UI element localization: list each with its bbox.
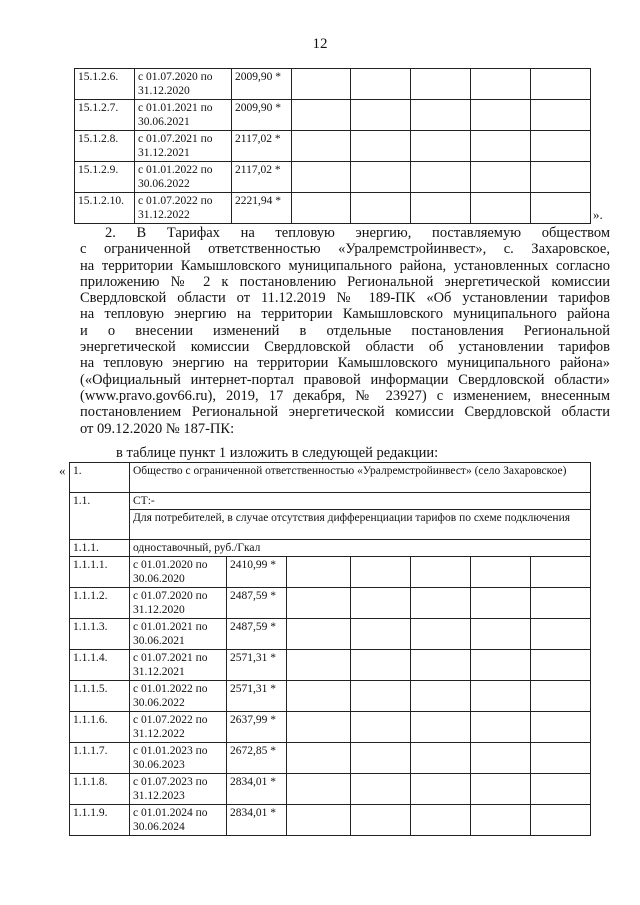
row-code: 1.1.1.6. (70, 712, 130, 743)
tariff-value: 2571,31 * (227, 650, 287, 681)
empty-cell (411, 681, 471, 712)
empty-cell (531, 100, 591, 131)
paragraph-line: на тепловую энергию на территории Камышловского муниципального района (80, 306, 610, 323)
empty-cell (471, 805, 531, 836)
tariff-value: 2571,31 * (227, 681, 287, 712)
empty-cell (411, 100, 471, 131)
empty-cell (351, 743, 411, 774)
paragraph-line: (www.pravo.gov66.ru), 2019, 17 декабря, № 23927) с изменением, внесенным (80, 387, 610, 404)
empty-cell (351, 774, 411, 805)
table-row (70, 805, 591, 836)
empty-cell (531, 557, 591, 588)
empty-cell (531, 650, 591, 681)
empty-cell (411, 193, 471, 224)
tariff-unit: одноставочный, руб./Гкал (130, 540, 591, 557)
tariff-value: 2410,99 * (227, 557, 287, 588)
amendment-instruction: в таблице пункт 1 изложить в следующей редакции: (116, 445, 439, 461)
paragraph-line: на территории Камышловского муниципального района, установленных согласно (80, 257, 610, 274)
empty-cell (411, 805, 471, 836)
period-cell: с 01.01.2022 по 30.06.2022 (135, 162, 232, 193)
tariff-value: 2117,02 * (232, 162, 292, 193)
empty-cell (287, 743, 351, 774)
period-cell: с 01.01.2020 по 30.06.2020 (130, 557, 227, 588)
row-code: 1.1.1.3. (70, 619, 130, 650)
empty-cell (292, 100, 351, 131)
tariff-value: 2637,99 * (227, 712, 287, 743)
empty-cell (287, 681, 351, 712)
empty-cell (411, 774, 471, 805)
period-cell: с 01.01.2021 по 30.06.2021 (130, 619, 227, 650)
table-row (75, 69, 591, 100)
empty-cell (292, 193, 351, 224)
empty-cell (531, 131, 591, 162)
empty-cell (351, 557, 411, 588)
empty-cell (531, 712, 591, 743)
table-row (70, 557, 591, 588)
empty-cell (471, 774, 531, 805)
tariff-value: 2834,01 * (227, 805, 287, 836)
paragraph-line: («Официальный интернет-портал правовой информации Свердловской области» (80, 371, 610, 388)
table-row (75, 131, 591, 162)
tariff-value: 2117,02 * (232, 131, 292, 162)
table-row (70, 588, 591, 619)
empty-cell (351, 162, 411, 193)
row-code: 1. (70, 463, 130, 493)
empty-cell (287, 712, 351, 743)
consumer-note: Для потребителей, в случае отсутствия дифференциации тарифов по схеме подключения (130, 510, 591, 540)
paragraph-line: постановлением Региональной энергетической комиссии Свердловской области (80, 404, 610, 421)
table-row (70, 493, 591, 510)
empty-cell (292, 69, 351, 100)
empty-cell (351, 650, 411, 681)
empty-cell (531, 619, 591, 650)
row-code: 1.1.1.4. (70, 650, 130, 681)
row-code: 15.1.2.7. (75, 100, 135, 131)
row-code: 15.1.2.6. (75, 69, 135, 100)
table-row (70, 619, 591, 650)
empty-cell (411, 712, 471, 743)
tariff-value: 2834,01 * (227, 774, 287, 805)
empty-cell (531, 162, 591, 193)
empty-cell (351, 681, 411, 712)
period-cell: с 01.07.2020 по 31.12.2020 (135, 69, 232, 100)
empty-cell (351, 805, 411, 836)
tariff-value: 2221,94 * (232, 193, 292, 224)
row-code: 1.1.1.7. (70, 743, 130, 774)
empty-cell (471, 681, 531, 712)
table-row (75, 100, 591, 131)
paragraph-line: от 09.12.2020 № 187-ПК: (80, 420, 235, 437)
row-code: 1.1.1. (70, 540, 130, 557)
empty-cell (531, 193, 591, 224)
row-code: 1.1. (70, 493, 130, 540)
paragraph-line: и о внесении изменений в отдельные постановления Региональной (80, 322, 610, 339)
empty-cell (411, 588, 471, 619)
empty-cell (411, 131, 471, 162)
tariff-value: 2487,59 * (227, 619, 287, 650)
table-row (70, 774, 591, 805)
empty-cell (471, 193, 531, 224)
paragraph-line: на тепловую энергию на территории Камышловского муниципального района» (80, 355, 610, 372)
empty-cell (411, 743, 471, 774)
period-cell: с 01.07.2023 по 31.12.2023 (130, 774, 227, 805)
table-row (70, 743, 591, 774)
period-cell: с 01.07.2021 по 31.12.2021 (135, 131, 232, 162)
tariff-table-body (75, 69, 591, 224)
empty-cell (471, 650, 531, 681)
tariff-value: 2672,85 * (227, 743, 287, 774)
empty-cell (531, 69, 591, 100)
empty-cell (351, 193, 411, 224)
empty-cell (287, 774, 351, 805)
row-code: 15.1.2.9. (75, 162, 135, 193)
empty-cell (471, 619, 531, 650)
empty-cell (287, 557, 351, 588)
row-code: 1.1.1.8. (70, 774, 130, 805)
empty-cell (471, 588, 531, 619)
paragraph-line: 2. В Тарифах на тепловую энергию, поставляемую обществом (105, 225, 610, 241)
period-cell: с 01.01.2022 по 30.06.2022 (130, 681, 227, 712)
empty-cell (411, 557, 471, 588)
row-code: 1.1.1.9. (70, 805, 130, 836)
period-cell: с 01.01.2021 по 30.06.2021 (135, 100, 232, 131)
opening-quote: « (59, 463, 66, 478)
amendment-paragraph (80, 225, 610, 437)
closing-quote: ». (593, 207, 603, 222)
empty-cell (531, 743, 591, 774)
table-row (70, 681, 591, 712)
empty-cell (471, 69, 531, 100)
empty-cell (411, 162, 471, 193)
empty-cell (292, 162, 351, 193)
empty-cell (531, 805, 591, 836)
empty-cell (471, 743, 531, 774)
row-code: 15.1.2.10. (75, 193, 135, 224)
system-label: СТ:- (130, 493, 591, 510)
empty-cell (471, 557, 531, 588)
tariff-value: 2487,59 * (227, 588, 287, 619)
period-cell: с 01.07.2020 по 31.12.2020 (130, 588, 227, 619)
empty-cell (351, 588, 411, 619)
empty-cell (351, 69, 411, 100)
period-cell: с 01.07.2021 по 31.12.2021 (130, 650, 227, 681)
period-cell: с 01.07.2022 по 31.12.2022 (135, 193, 232, 224)
empty-cell (287, 650, 351, 681)
empty-cell (351, 100, 411, 131)
tariff-value: 2009,90 * (232, 69, 292, 100)
empty-cell (531, 681, 591, 712)
table-row (70, 463, 591, 493)
paragraph-line: приложению № 2 к постановлению Региональной энергетической комиссии (80, 273, 610, 290)
empty-cell (351, 131, 411, 162)
empty-cell (351, 619, 411, 650)
empty-cell (287, 619, 351, 650)
empty-cell (471, 162, 531, 193)
empty-cell (411, 619, 471, 650)
tariff-table-continued (74, 68, 591, 224)
page-number: 12 (312, 36, 328, 52)
row-code: 15.1.2.8. (75, 131, 135, 162)
tariff-table-body (70, 463, 591, 836)
row-code: 1.1.1.1. (70, 557, 130, 588)
empty-cell (287, 805, 351, 836)
tariff-value: 2009,90 * (232, 100, 292, 131)
empty-cell (471, 131, 531, 162)
tariff-table-new (69, 462, 591, 836)
period-cell: с 01.07.2022 по 31.12.2022 (130, 712, 227, 743)
table-row (70, 712, 591, 743)
period-cell: с 01.01.2024 по 30.06.2024 (130, 805, 227, 836)
empty-cell (531, 588, 591, 619)
empty-cell (531, 774, 591, 805)
empty-cell (411, 69, 471, 100)
table-row (70, 650, 591, 681)
row-code: 1.1.1.5. (70, 681, 130, 712)
empty-cell (287, 588, 351, 619)
table-row (75, 193, 591, 224)
empty-cell (471, 712, 531, 743)
empty-cell (471, 100, 531, 131)
empty-cell (292, 131, 351, 162)
table-row (70, 510, 591, 540)
organization-name: Общество с ограниченной ответственностью «Уралремстройинвест» (село Захаровское) (130, 463, 591, 493)
period-cell: с 01.01.2023 по 30.06.2023 (130, 743, 227, 774)
paragraph-line: с ограниченной ответственностью «Уралремстройинвест», с. Захаровское, (80, 241, 610, 258)
empty-cell (411, 650, 471, 681)
row-code: 1.1.1.2. (70, 588, 130, 619)
paragraph-line: Свердловской области от 11.12.2019 № 189-ПК «Об установлении тарифов (80, 290, 610, 307)
table-row (70, 540, 591, 557)
empty-cell (351, 712, 411, 743)
table-row (75, 162, 591, 193)
paragraph-line: энергетической комиссии Свердловской области об установлении тарифов (80, 339, 610, 356)
